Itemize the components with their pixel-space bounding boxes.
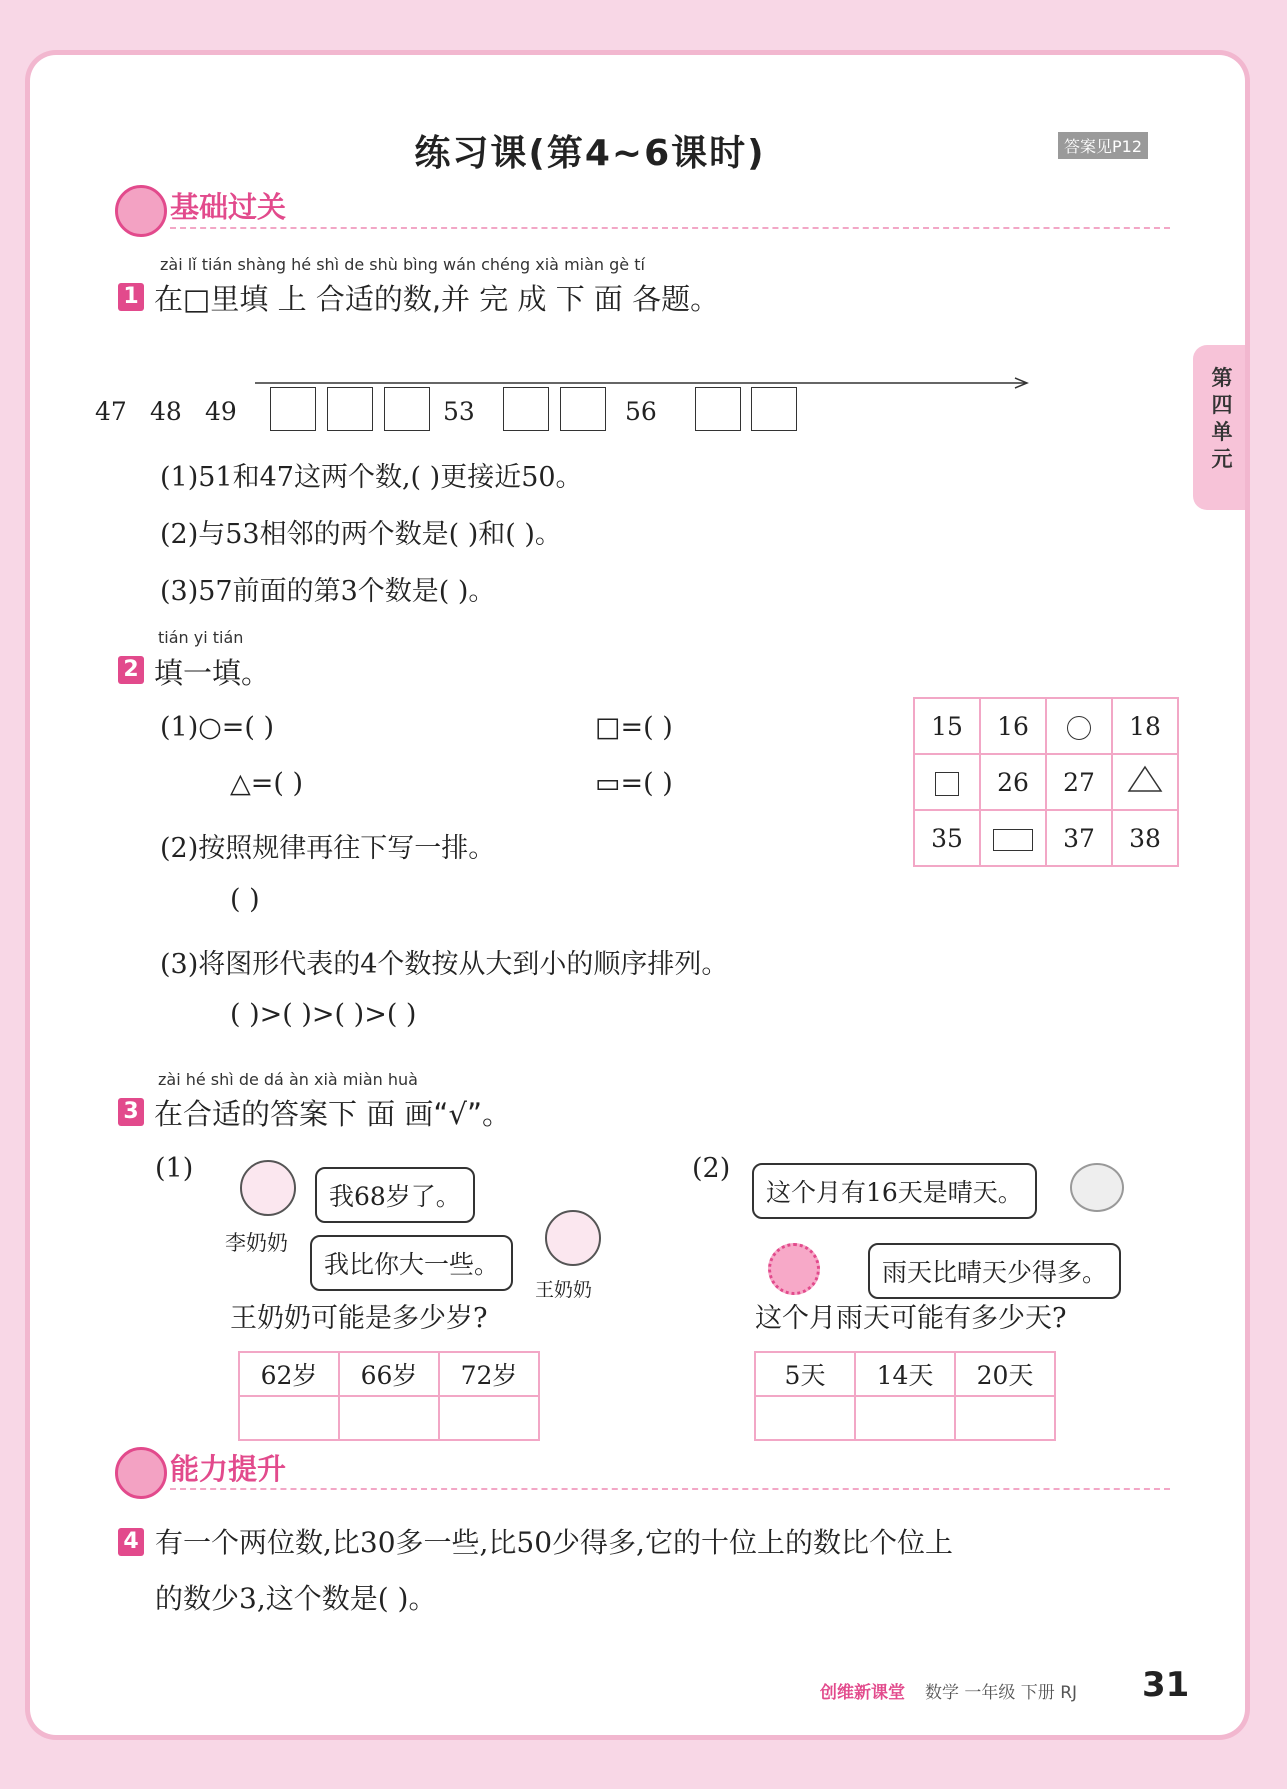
number-line-blank-box[interactable] [270, 387, 316, 431]
q3-part1-bubble2: 我比你大一些。 [310, 1235, 513, 1291]
q2-sub2-blank: ( ) [230, 884, 260, 915]
number-line-blank-box[interactable] [560, 387, 606, 431]
q2-sub1-triangle: △=( ) [230, 768, 304, 799]
q1-number-badge: 1 [118, 283, 144, 311]
grid-cell: 38 [1112, 810, 1178, 866]
q3-part1-answer-row [239, 1396, 539, 1440]
q3-number-badge: 3 [118, 1098, 144, 1126]
number-line-blank-box[interactable] [751, 387, 797, 431]
section-heading-basic: 基础过关 [170, 190, 287, 224]
number-line-value: 53 [443, 397, 475, 426]
number-line-value: 49 [205, 397, 237, 426]
number-grid-table [913, 697, 1179, 867]
grid-row [914, 698, 1178, 754]
unit-tab-label: 第四单元 [1211, 366, 1233, 471]
q3-part1-options-table [238, 1351, 540, 1441]
name-grandma-wang: 王奶奶 [535, 1279, 593, 1301]
workbook-page [30, 55, 1245, 1735]
grid-cell: 27 [1046, 754, 1112, 810]
q2-sub2: (2)按照规律再往下写一排。 [160, 833, 496, 864]
page-number: 31 [1142, 1665, 1190, 1705]
number-line-blank-box[interactable] [327, 387, 373, 431]
q3-part1-answer-cell[interactable] [439, 1396, 539, 1440]
number-line-value: 48 [150, 397, 182, 426]
grid-cell [980, 810, 1046, 866]
q4-text-line1: 有一个两位数,比30多一些,比50少得多,它的十位上的数比个位上 [155, 1526, 953, 1559]
grandma-li-icon [240, 1160, 296, 1216]
grid-cell: 18 [1112, 698, 1178, 754]
unit-tab[interactable] [1193, 345, 1245, 510]
grid-row [914, 754, 1178, 810]
q1-pinyin: zài lǐ tián shàng hé shì de shù bìng wán chéng xià miàn gè tí [160, 255, 645, 274]
grid-cell [1112, 754, 1178, 810]
q2-sub1-square: □=( ) [595, 712, 673, 743]
q3-pinyin: zài hé shì de dá àn xià miàn huà [158, 1070, 418, 1089]
sun-icon [768, 1243, 820, 1295]
triangle-icon [1127, 765, 1163, 793]
grid-cell: 26 [980, 754, 1046, 810]
q2-number-badge: 2 [118, 656, 144, 684]
grid-cell [914, 754, 980, 810]
q3-part1-answer-cell[interactable] [339, 1396, 439, 1440]
square-icon [935, 772, 959, 796]
section-divider [170, 227, 1170, 229]
q2-pinyin: tián yi tián [158, 628, 244, 647]
grid-cell: 37 [1046, 810, 1112, 866]
q3-part2-question: 这个月雨天可能有多少天? [755, 1303, 1067, 1334]
q3-part2-option: 5天 [755, 1352, 855, 1396]
q3-part1-bubble1: 我68岁了。 [315, 1167, 475, 1223]
grid-cell: 16 [980, 698, 1046, 754]
q3-part2-options-table [754, 1351, 1056, 1441]
q3-part2-answer-cell[interactable] [955, 1396, 1055, 1440]
q1-sub1: (1)51和47这两个数,( )更接近50。 [160, 462, 583, 493]
q4-number-badge: 4 [118, 1528, 144, 1556]
q3-part2-option: 14天 [855, 1352, 955, 1396]
q2-sub1-circle: (1)○=( ) [160, 712, 275, 743]
q3-part2-answer-cell[interactable] [855, 1396, 955, 1440]
section-mascot-icon [115, 1447, 167, 1499]
name-grandma-li: 李奶奶 [225, 1231, 288, 1255]
q3-part2-option: 20天 [955, 1352, 1055, 1396]
footer-info: 数学 一年级 下册 RJ [925, 1683, 1078, 1703]
answer-reference-badge: 答案见P12 [1058, 132, 1148, 159]
circle-icon [1067, 716, 1091, 740]
grid-cell [1046, 698, 1112, 754]
q3-part2-bubble2: 雨天比晴天少得多。 [868, 1243, 1121, 1299]
q3-part2-answer-cell[interactable] [755, 1396, 855, 1440]
q1-sub3: (3)57前面的第3个数是( )。 [160, 576, 496, 607]
number-line-blank-box[interactable] [503, 387, 549, 431]
q2-sub1-rect: ▭=( ) [595, 768, 673, 799]
rectangle-icon [993, 829, 1033, 851]
q3-part1-answer-cell[interactable] [239, 1396, 339, 1440]
number-line-value: 56 [625, 397, 657, 426]
q3-part2-bubble1: 这个月有16天是晴天。 [752, 1163, 1037, 1219]
q3-part1-option: 72岁 [439, 1352, 539, 1396]
grid-cell: 35 [914, 810, 980, 866]
q2-instruction: 填一填。 [154, 656, 271, 690]
q4-text-line2: 的数少3,这个数是( )。 [155, 1582, 437, 1615]
grid-cell: 15 [914, 698, 980, 754]
grid-row [914, 810, 1178, 866]
q3-part1-question: 王奶奶可能是多少岁? [230, 1303, 488, 1334]
q3-part1-option: 62岁 [239, 1352, 339, 1396]
q1-sub2: (2)与53相邻的两个数是( )和( )。 [160, 519, 562, 550]
grandma-wang-icon [545, 1210, 601, 1266]
footer-brand: 创维新课堂 [820, 1683, 905, 1703]
q2-sub3: (3)将图形代表的4个数按从大到小的顺序排列。 [160, 949, 729, 980]
q3-part1-label: (1) [155, 1153, 194, 1184]
q3-part1-options-row [239, 1352, 539, 1396]
section-heading-advanced: 能力提升 [170, 1452, 287, 1486]
rain-cloud-icon [1070, 1163, 1124, 1212]
q3-part2-answer-row [755, 1396, 1055, 1440]
q3-part2-options-row [755, 1352, 1055, 1396]
q3-part1-option: 66岁 [339, 1352, 439, 1396]
q3-part2-label: (2) [692, 1153, 731, 1184]
number-line-value: 47 [95, 397, 127, 426]
number-line-blank-box[interactable] [384, 387, 430, 431]
section-mascot-icon [115, 185, 167, 237]
q1-instruction: 在□里填 上 合适的数,并 完 成 下 面 各题。 [154, 282, 720, 316]
section-divider [170, 1488, 1170, 1490]
q2-sub3-blank: ( )>( )>( )>( ) [230, 999, 417, 1030]
q3-instruction: 在合适的答案下 面 画“√”。 [154, 1097, 511, 1131]
number-line-blank-box[interactable] [695, 387, 741, 431]
page-title: 练习课(第4~6课时) [414, 133, 766, 174]
